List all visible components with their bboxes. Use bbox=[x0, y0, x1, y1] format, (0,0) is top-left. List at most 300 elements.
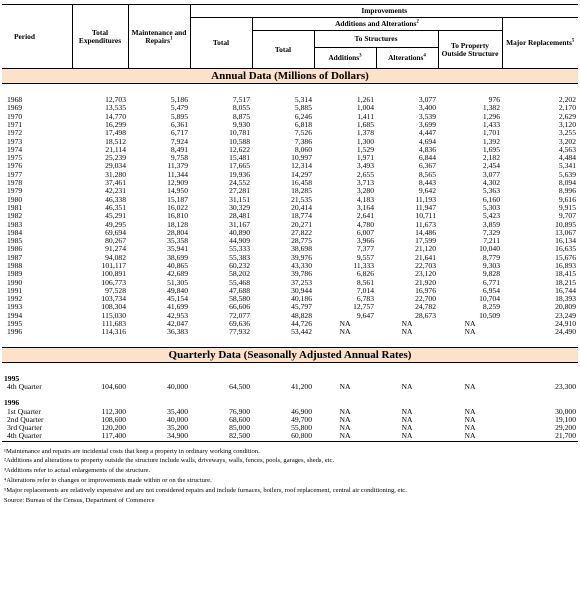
cell-total-aa: 40,186 bbox=[291, 294, 312, 304]
cell-period: 1989 bbox=[7, 269, 23, 279]
header-total-expenditures: Total Expenditures bbox=[72, 5, 128, 69]
cell-to-property: 9,828 bbox=[482, 269, 500, 279]
cell-total: 60,232 bbox=[229, 260, 250, 270]
cell-maint: 8,491 bbox=[170, 144, 188, 154]
cell-total-exp: 97,528 bbox=[105, 285, 126, 295]
cell-period: 2nd Quarter bbox=[7, 414, 44, 424]
cell-additions: 1,529 bbox=[356, 144, 374, 154]
cell-alterations: 11,673 bbox=[415, 219, 436, 229]
header-additions: Additions$^3$ bbox=[314, 48, 376, 69]
cell-additions: 3,966 bbox=[356, 236, 374, 246]
cell-total: 82,500 bbox=[190, 432, 252, 441]
cell-major: 9,707 bbox=[558, 211, 577, 221]
cell-additions: 1,685 bbox=[356, 119, 374, 129]
cell-alterations: 17,599 bbox=[415, 236, 436, 246]
cell-maint: 14,950 bbox=[167, 186, 188, 196]
cell-major: 3,202 bbox=[558, 136, 577, 146]
cell-to-property: 7,211 bbox=[483, 236, 500, 246]
cell-total-aa: 20,271 bbox=[291, 219, 312, 229]
cell-total: 9,930 bbox=[232, 119, 250, 129]
cell-additions: 1,004 bbox=[356, 103, 374, 113]
cell-period: 1994 bbox=[7, 310, 23, 320]
cell-total: 10,781 bbox=[229, 128, 250, 138]
cell-total-aa: 27,822 bbox=[291, 227, 312, 237]
cell-alterations: NA bbox=[401, 381, 413, 391]
cell-total-exp: 31,280 bbox=[105, 169, 126, 179]
cell-alterations: 10,711 bbox=[415, 211, 436, 221]
cell-period: 1985 bbox=[7, 236, 23, 246]
cell-period: 1995 bbox=[7, 319, 23, 329]
cell-total-exp: 115,030 bbox=[101, 310, 126, 320]
cell-maint: 38,699 bbox=[167, 252, 188, 262]
cell-additions: 9,557 bbox=[356, 252, 374, 262]
header-total-aa: Total bbox=[252, 31, 314, 69]
cell-period: 1975 bbox=[7, 153, 23, 163]
cell-total-exp: 94,082 bbox=[105, 252, 126, 262]
cell-maint: 41,699 bbox=[167, 302, 188, 312]
cell-total: 77,932 bbox=[229, 327, 250, 337]
cell-to-property: 2,454 bbox=[482, 161, 500, 171]
cell-alterations: 11,193 bbox=[415, 194, 436, 204]
cell-total-exp: 46,338 bbox=[105, 194, 126, 204]
cell-alterations: 23,120 bbox=[415, 269, 436, 279]
cell-alterations: NA bbox=[401, 414, 413, 424]
cell-total-exp: 12,703 bbox=[105, 95, 126, 105]
header-alterations: Alterations$^4$ bbox=[376, 48, 438, 69]
quarter-row bbox=[2, 408, 578, 416]
cell-total-exp: 25,239 bbox=[105, 153, 126, 163]
cell-total-aa: 6,818 bbox=[294, 119, 312, 129]
cell-additions: NA bbox=[339, 327, 351, 337]
cell-additions: NA bbox=[339, 406, 351, 416]
cell-period: 1988 bbox=[7, 260, 23, 270]
cell-alterations: 3,539 bbox=[418, 111, 436, 121]
cell-additions: 3,493 bbox=[356, 161, 374, 171]
cell-total: 24,552 bbox=[229, 178, 250, 188]
cell-to-property: NA bbox=[464, 406, 476, 416]
cell-to-property: 976 bbox=[488, 95, 500, 105]
cell-total: 12,622 bbox=[229, 144, 250, 154]
cell-major: 19,100 bbox=[555, 414, 577, 424]
cell-major: 13,067 bbox=[555, 227, 577, 237]
cell-total-aa: 5,885 bbox=[294, 103, 312, 113]
cell-major: 16,635 bbox=[555, 244, 577, 254]
cell-period: 4th Quarter bbox=[7, 381, 42, 391]
cell-major: 10,895 bbox=[555, 219, 577, 229]
cell-total-aa: 10,997 bbox=[291, 153, 312, 163]
cell-total-exp: 42,231 bbox=[105, 186, 126, 196]
cell-total: 58,202 bbox=[229, 269, 250, 279]
cell-period: 1973 bbox=[7, 136, 23, 146]
cell-total-aa: 46,900 bbox=[291, 406, 312, 416]
cell-major: 16,744 bbox=[555, 285, 577, 295]
cell-total: 72,077 bbox=[229, 310, 250, 320]
cell-to-property: 6,771 bbox=[482, 277, 500, 287]
cell-maint: 6,717 bbox=[170, 128, 188, 138]
cell-major: 15,676 bbox=[555, 252, 577, 262]
cell-total: 55,333 bbox=[229, 244, 250, 254]
cell-maint: 11,379 bbox=[167, 161, 188, 171]
cell-period: 1974 bbox=[7, 144, 23, 154]
cell-additions: 4,780 bbox=[356, 219, 374, 229]
cell-major: 9,616 bbox=[558, 194, 577, 204]
cell-maint: 42,689 bbox=[167, 269, 188, 279]
cell-total-exp: 80,267 bbox=[105, 236, 126, 246]
cell-total-aa: 43,330 bbox=[291, 260, 312, 270]
cell-total: 31,167 bbox=[229, 219, 250, 229]
cell-to-property: 10,704 bbox=[479, 294, 500, 304]
cell-maint: 40,000 bbox=[167, 414, 188, 424]
cell-period: 1982 bbox=[7, 211, 23, 221]
cell-total-exp: 13,535 bbox=[105, 103, 126, 113]
cell-period: 1996 bbox=[7, 327, 23, 337]
cell-maint: 35,358 bbox=[167, 236, 188, 246]
cell-additions: 1,411 bbox=[357, 111, 374, 121]
cell-additions: 1,971 bbox=[356, 153, 374, 163]
cell-maint: 45,154 bbox=[167, 294, 188, 304]
cell-major: 5,639 bbox=[558, 169, 577, 179]
cell-maint: 7,924 bbox=[170, 136, 188, 146]
cell-additions: 6,007 bbox=[356, 227, 374, 237]
cell-total: 7,517 bbox=[232, 95, 250, 105]
cell-additions: 8,561 bbox=[356, 277, 374, 287]
cell-to-property: 1,433 bbox=[482, 119, 500, 129]
cell-major: 16,893 bbox=[555, 260, 577, 270]
cell-major: 24,490 bbox=[555, 327, 577, 337]
cell-total-exp: 49,295 bbox=[105, 219, 126, 229]
cell-total-exp: 21,114 bbox=[105, 144, 126, 154]
cell-maint: 35,941 bbox=[167, 244, 188, 254]
footnotes bbox=[4, 447, 578, 506]
cell-additions: 3,280 bbox=[356, 186, 374, 196]
cell-to-property: 8,259 bbox=[482, 302, 500, 312]
cell-total: 30,329 bbox=[229, 202, 250, 212]
cell-total: 15,481 bbox=[229, 153, 250, 163]
cell-total-aa: 14,297 bbox=[291, 169, 312, 179]
cell-total: 55,383 bbox=[229, 252, 250, 262]
cell-period: 1981 bbox=[7, 202, 23, 212]
cell-major: 21,700 bbox=[502, 432, 578, 441]
cell-alterations: 11,947 bbox=[415, 202, 436, 212]
cell-maint: 42,047 bbox=[167, 319, 188, 329]
cell-to-property: 5,363 bbox=[482, 186, 500, 196]
cell-total-aa: 18,774 bbox=[291, 211, 312, 221]
cell-alterations: 6,367 bbox=[418, 161, 436, 171]
cell-maint: 11,344 bbox=[167, 169, 188, 179]
cell-additions: 1,261 bbox=[356, 95, 374, 105]
cell-total: 19,936 bbox=[229, 169, 250, 179]
cell-total-aa: 45,797 bbox=[291, 302, 312, 312]
header-to-structures: To Structures bbox=[314, 31, 438, 48]
cell-total-aa: 5,314 bbox=[294, 95, 312, 105]
cell-total: 8,055 bbox=[232, 103, 250, 113]
cell-to-property: NA bbox=[464, 327, 476, 337]
quarterly-title: Quarterly Data (Seasonally Adjusted Annual Rates) bbox=[2, 347, 578, 362]
footnote-5: ⁵Major replacements are relatively expensive and are not considered repairs and include furnaces, boilers, roof replacement, central air conditioning, etc. bbox=[4, 486, 407, 494]
cell-total-exp: 120,200 bbox=[101, 423, 126, 433]
header-to-property: To Property Outside Structure bbox=[438, 31, 502, 69]
cell-alterations: 4,447 bbox=[418, 128, 436, 138]
cell-total-exp: 103,734 bbox=[101, 294, 126, 304]
quarter-year-label: 1995 bbox=[4, 373, 20, 383]
cell-major: 29,200 bbox=[555, 423, 577, 433]
cell-alterations: 16,976 bbox=[415, 285, 436, 295]
cell-to-property: 1,296 bbox=[482, 111, 500, 121]
cell-total-exp: 29,034 bbox=[105, 161, 126, 171]
cell-total-aa: 53,442 bbox=[291, 327, 312, 337]
cell-alterations: NA bbox=[401, 423, 413, 433]
cell-to-property: NA bbox=[464, 381, 476, 391]
cell-total-aa: 55,800 bbox=[291, 423, 312, 433]
cell-to-property: 1,392 bbox=[482, 136, 500, 146]
cell-major: 8,094 bbox=[558, 178, 577, 188]
cell-additions: 4,183 bbox=[356, 194, 374, 204]
cell-major: 30,000 bbox=[555, 406, 577, 416]
cell-major: 2,170 bbox=[558, 103, 577, 113]
cell-period: 1970 bbox=[7, 111, 23, 121]
cell-period: 1987 bbox=[7, 252, 23, 262]
cell-to-property: 1,382 bbox=[482, 103, 500, 113]
cell-total-aa: 39,786 bbox=[291, 269, 312, 279]
cell-total: 76,900 bbox=[229, 406, 250, 416]
cell-total: 40,890 bbox=[229, 227, 250, 237]
cell-major: 18,215 bbox=[555, 277, 577, 287]
cell-total-aa: 39,976 bbox=[291, 252, 312, 262]
footnote-2: ²Additions and alterations to property outside the structure include walls, driveways, walls, fences, pools, garages, sheds, etc. bbox=[4, 457, 335, 465]
cell-to-property: 3,859 bbox=[482, 219, 500, 229]
cell-period: 1992 bbox=[7, 294, 23, 304]
cell-maint: 16,810 bbox=[167, 211, 188, 221]
cell-period: 1980 bbox=[7, 194, 23, 204]
annual-row bbox=[2, 320, 578, 328]
cell-alterations: 3,699 bbox=[418, 119, 436, 129]
cell-total-exp: 91,274 bbox=[105, 244, 126, 254]
quarter-row bbox=[2, 416, 578, 424]
cell-total-exp: 100,891 bbox=[101, 269, 126, 279]
cell-major: 3,120 bbox=[558, 119, 577, 129]
cell-total-aa: 12,314 bbox=[291, 161, 312, 171]
cell-maint: 28,804 bbox=[167, 227, 188, 237]
cell-additions: 3,164 bbox=[356, 202, 374, 212]
cell-period: 1968 bbox=[7, 95, 23, 105]
cell-maint: 18,128 bbox=[167, 219, 188, 229]
cell-to-property: 10,040 bbox=[479, 244, 500, 254]
cell-total: 44,909 bbox=[229, 236, 250, 246]
cell-period: 1969 bbox=[7, 103, 23, 113]
cell-additions: NA bbox=[339, 423, 351, 433]
cell-to-property: 6,160 bbox=[482, 194, 500, 204]
quarter-row bbox=[2, 424, 578, 432]
cell-alterations: NA bbox=[401, 327, 413, 337]
cell-period: 1991 bbox=[7, 285, 23, 295]
cell-total-aa: 6,246 bbox=[294, 111, 312, 121]
improvement-expenditures-table bbox=[2, 4, 578, 505]
cell-maint: 40,865 bbox=[167, 260, 188, 270]
cell-period: 1971 bbox=[7, 119, 23, 129]
cell-total-exp: 108,304 bbox=[101, 302, 126, 312]
annual-row bbox=[2, 328, 578, 336]
cell-additions: NA bbox=[339, 414, 351, 424]
cell-maint: 40,000 bbox=[167, 381, 188, 391]
cell-total-aa: 7,526 bbox=[294, 128, 312, 138]
cell-alterations: 8,443 bbox=[418, 178, 436, 188]
cell-total-exp: 101,117 bbox=[101, 260, 126, 270]
cell-total-exp: 18,512 bbox=[105, 136, 126, 146]
cell-to-property: 5,423 bbox=[482, 211, 500, 221]
cell-additions: 1,378 bbox=[356, 128, 374, 138]
cell-to-property: 8,779 bbox=[482, 252, 500, 262]
cell-total-aa: 16,458 bbox=[291, 178, 312, 188]
footnote-1: ¹Maintenance and repairs are incidental costs that keep a property in ordinary working condition. bbox=[4, 447, 260, 455]
cell-to-property: NA bbox=[464, 423, 476, 433]
cell-total: 31,151 bbox=[229, 194, 250, 204]
cell-total-exp: 16,299 bbox=[105, 119, 126, 129]
cell-major: 18,393 bbox=[555, 294, 577, 304]
cell-total-exp: 108,600 bbox=[101, 414, 126, 424]
cell-total: 17,665 bbox=[229, 161, 250, 171]
cell-period: 1972 bbox=[7, 128, 23, 138]
cell-major: 23,300 bbox=[555, 381, 577, 391]
cell-to-property: 5,303 bbox=[482, 202, 500, 212]
annual-title: Annual Data (Millions of Dollars) bbox=[2, 69, 578, 84]
cell-to-property: NA bbox=[438, 432, 502, 441]
cell-additions: 12,757 bbox=[353, 302, 374, 312]
cell-alterations: 3,400 bbox=[418, 103, 436, 113]
cell-total-aa: 37,253 bbox=[291, 277, 312, 287]
cell-maint: 35,200 bbox=[167, 423, 188, 433]
cell-period: 1990 bbox=[7, 277, 23, 287]
cell-total-aa: 18,285 bbox=[291, 186, 312, 196]
cell-maint: 6,361 bbox=[170, 119, 188, 129]
header-additions-alterations: Additions and Alterations$^2$ bbox=[252, 18, 502, 31]
header-period: Period bbox=[2, 5, 72, 69]
cell-major: 3,255 bbox=[558, 128, 577, 138]
cell-alterations: 28,673 bbox=[415, 310, 436, 320]
cell-major: 4,563 bbox=[558, 144, 577, 154]
annual-row bbox=[2, 312, 578, 320]
cell-to-property: NA bbox=[464, 319, 476, 329]
cell-alterations: 3,077 bbox=[418, 95, 436, 105]
cell-period: 1984 bbox=[7, 227, 23, 237]
cell-period: 1983 bbox=[7, 219, 23, 229]
cell-maint: 5,895 bbox=[170, 111, 188, 121]
cell-total: 10,588 bbox=[229, 136, 250, 146]
cell-additions: 2,655 bbox=[356, 169, 374, 179]
cell-total: 27,281 bbox=[229, 186, 250, 196]
cell-major: 24,910 bbox=[555, 319, 577, 329]
cell-major: 23,249 bbox=[555, 310, 577, 320]
cell-maint: 5,479 bbox=[170, 103, 188, 113]
cell-total: 66,606 bbox=[229, 302, 250, 312]
cell-total: 47,688 bbox=[229, 285, 250, 295]
cell-total: 55,468 bbox=[229, 277, 250, 287]
cell-additions: 7,014 bbox=[356, 285, 374, 295]
cell-additions: 3,713 bbox=[356, 178, 374, 188]
cell-total: 64,500 bbox=[229, 381, 250, 391]
cell-total-exp: 37,461 bbox=[105, 178, 126, 188]
cell-to-property: 10,509 bbox=[479, 310, 500, 320]
data-table bbox=[2, 4, 578, 442]
cell-maint: 9,758 bbox=[170, 153, 188, 163]
cell-major: 5,341 bbox=[558, 161, 577, 171]
cell-to-property: 3,077 bbox=[482, 169, 500, 179]
cell-major: 4,484 bbox=[558, 153, 577, 163]
cell-total: 68,600 bbox=[229, 414, 250, 424]
cell-total: 69,636 bbox=[229, 319, 250, 329]
cell-additions: 9,647 bbox=[356, 310, 374, 320]
header-major-replacements: Major Replacements$^5$ bbox=[502, 18, 578, 69]
cell-total-exp: 14,770 bbox=[105, 111, 126, 121]
cell-total-aa: 49,700 bbox=[291, 414, 312, 424]
cell-total-aa: 7,386 bbox=[294, 136, 312, 146]
cell-total: 85,000 bbox=[229, 423, 250, 433]
cell-total: 8,875 bbox=[232, 111, 250, 121]
quarter-row bbox=[2, 383, 578, 391]
cell-total-aa: 8,060 bbox=[294, 144, 312, 154]
cell-to-property: 1,701 bbox=[482, 128, 500, 138]
cell-additions: 11,333 bbox=[353, 260, 374, 270]
cell-major: 2,629 bbox=[558, 111, 577, 121]
header-improvements: Improvements bbox=[190, 5, 578, 18]
cell-maint: 35,400 bbox=[167, 406, 188, 416]
cell-total-aa: 20,414 bbox=[291, 202, 312, 212]
cell-period: 1978 bbox=[7, 178, 23, 188]
cell-total-exp: 104,600 bbox=[101, 381, 126, 391]
cell-to-property: 7,329 bbox=[482, 227, 500, 237]
cell-total-aa: 41,200 bbox=[291, 381, 312, 391]
cell-alterations: 24,782 bbox=[415, 302, 436, 312]
cell-maint: 42,953 bbox=[167, 310, 188, 320]
cell-period: 1986 bbox=[7, 244, 23, 254]
cell-alterations: 8,565 bbox=[418, 169, 436, 179]
cell-to-property: 2,182 bbox=[482, 153, 500, 163]
cell-total-exp: 106,773 bbox=[101, 277, 126, 287]
cell-alterations: 4,694 bbox=[418, 136, 436, 146]
cell-maint: 51,305 bbox=[167, 277, 188, 287]
cell-alterations: 4,836 bbox=[418, 144, 436, 154]
cell-total-exp: 114,316 bbox=[101, 327, 126, 337]
header-maintenance: Maintenance and Repairs$^1$ bbox=[128, 5, 190, 69]
cell-maint: 34,900 bbox=[128, 432, 190, 441]
cell-total-exp: 111,683 bbox=[101, 319, 126, 329]
source-note: Source: Bureau of the Census, Department of Commerce bbox=[4, 496, 155, 504]
cell-to-property: 1,695 bbox=[482, 144, 500, 154]
cell-alterations: NA bbox=[376, 432, 438, 441]
cell-alterations: 22,703 bbox=[415, 260, 436, 270]
cell-additions: 6,826 bbox=[356, 269, 374, 279]
cell-alterations: 22,700 bbox=[415, 294, 436, 304]
cell-total-aa: 30,944 bbox=[291, 285, 312, 295]
cell-additions: 7,377 bbox=[356, 244, 374, 254]
cell-total-exp: 17,498 bbox=[105, 128, 126, 138]
cell-alterations: 21,641 bbox=[415, 252, 436, 262]
quarter-row bbox=[2, 432, 578, 441]
cell-period: 3rd Quarter bbox=[7, 423, 43, 433]
cell-total-exp: 69,694 bbox=[105, 227, 126, 237]
cell-additions: NA bbox=[314, 432, 376, 441]
cell-total-exp: 46,351 bbox=[105, 202, 126, 212]
cell-to-property: 9,303 bbox=[482, 260, 500, 270]
cell-to-property: 6,954 bbox=[482, 285, 500, 295]
cell-alterations: 14,486 bbox=[415, 227, 436, 237]
cell-additions: 2,641 bbox=[356, 211, 374, 221]
cell-additions: NA bbox=[339, 381, 351, 391]
quarter-year-label: 1996 bbox=[4, 398, 20, 408]
cell-maint: 16,022 bbox=[167, 202, 188, 212]
cell-period: 1976 bbox=[7, 161, 23, 171]
cell-major: 20,809 bbox=[555, 302, 577, 312]
cell-total-aa: 60,800 bbox=[252, 432, 314, 441]
